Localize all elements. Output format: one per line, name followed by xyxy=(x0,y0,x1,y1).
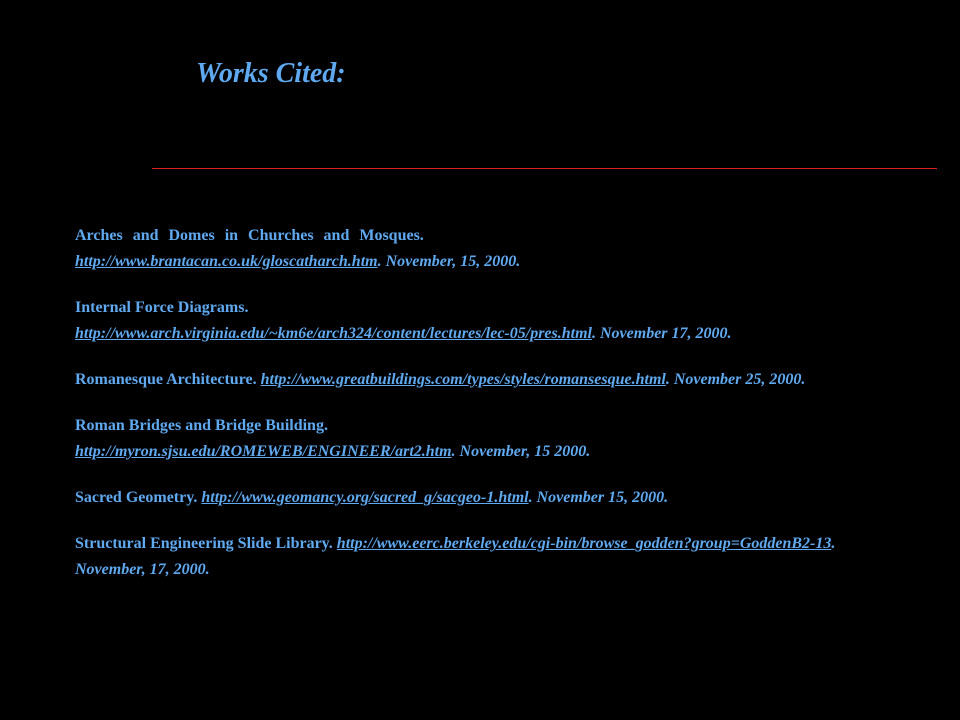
reference-item xyxy=(75,413,885,465)
reference-date: . November, 15, 2000. xyxy=(377,253,521,270)
reference-date: . November, 15 2000. xyxy=(451,443,591,460)
reference-link[interactable]: http://www.geomancy.org/sacred_g/sacgeo-1.html xyxy=(201,489,529,506)
reference-title: Sacred Geometry. xyxy=(75,489,198,506)
reference-date: . November 25, 2000. xyxy=(665,371,806,388)
reference-link[interactable]: http://www.eerc.berkeley.edu/cgi-bin/browse_godden?group=GoddenB2-13 xyxy=(336,535,832,552)
title-divider xyxy=(152,168,937,169)
reference-title: Structural Engineering Slide Library. xyxy=(75,535,333,552)
reference-date: . November 17, 2000. xyxy=(591,325,732,342)
reference-link[interactable]: http://www.greatbuildings.com/types/styles/romansesque.html xyxy=(260,371,666,388)
reference-title: Arches and Domes in Churches and Mosques. xyxy=(75,227,424,244)
reference-title: Romanesque Architecture. xyxy=(75,371,257,388)
reference-item xyxy=(75,295,885,347)
reference-link[interactable]: http://www.brantacan.co.uk/gloscatharch.htm xyxy=(75,253,378,270)
reference-date: . November 15, 2000. xyxy=(528,489,669,506)
references-list xyxy=(75,223,885,603)
reference-date: . November, 17, 2000. xyxy=(75,535,836,578)
reference-item xyxy=(75,223,885,275)
reference-link[interactable]: http://www.arch.virginia.edu/~km6e/arch324/content/lectures/lec-05/pres.html xyxy=(75,325,592,342)
reference-title: Internal Force Diagrams. xyxy=(75,299,249,316)
slide-title: Works Cited: xyxy=(196,58,346,89)
reference-link[interactable]: http://myron.sjsu.edu/ROMEWEB/ENGINEER/art2.htm xyxy=(75,443,452,460)
reference-item xyxy=(75,485,885,511)
reference-item xyxy=(75,531,885,583)
reference-title: Roman Bridges and Bridge Building. xyxy=(75,417,328,434)
reference-item xyxy=(75,367,885,393)
